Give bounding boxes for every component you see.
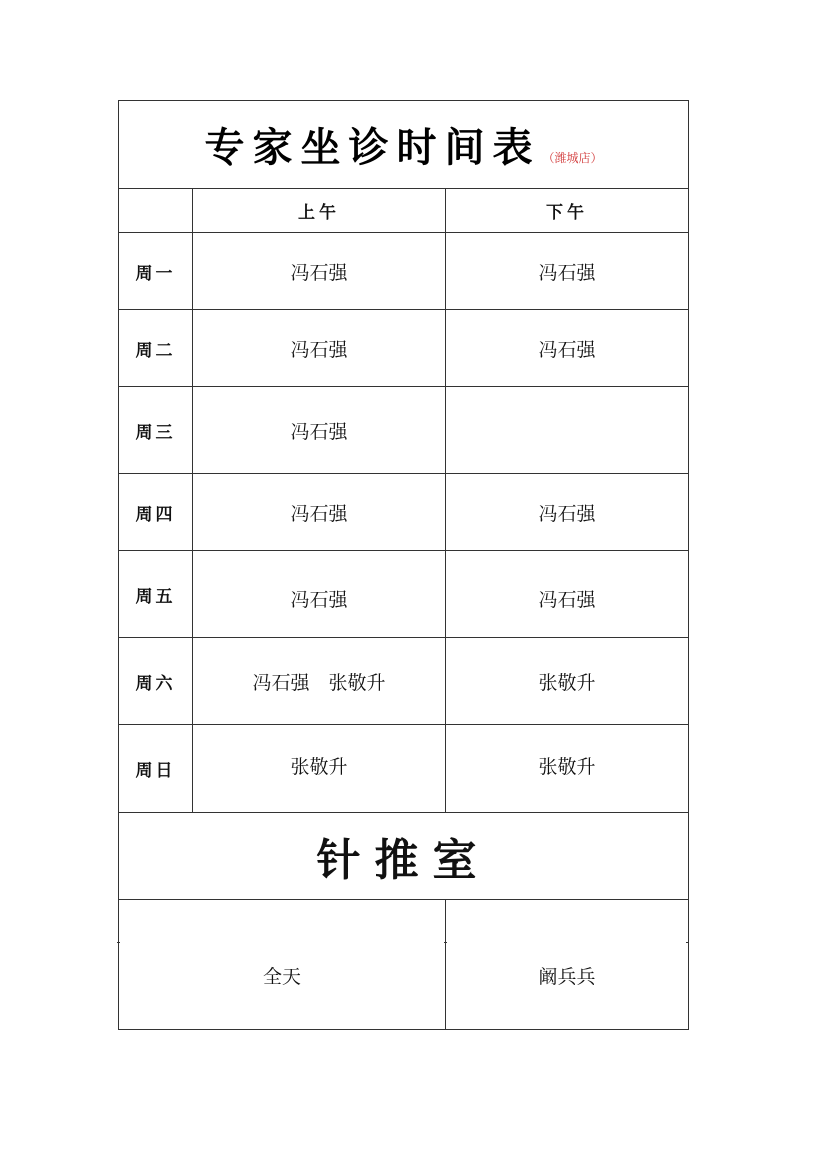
day-label: 周六 [135,673,176,694]
morning-doctor: 冯石强 [290,502,348,525]
column-header-afternoon: 下午 [546,203,588,223]
day-label: 周三 [135,422,176,443]
day-label: 周二 [135,340,176,361]
title-cell [119,101,688,188]
day-label: 周日 [135,761,176,781]
morning-doctor: 冯石强 [290,420,348,443]
store-label: （潍城店） [542,151,603,165]
morning-doctor: 冯石强 [290,261,348,284]
afternoon-doctor: 张敬升 [538,671,596,694]
afternoon-doctor: 冯石强 [538,338,596,361]
afternoon-doctor: 张敬升 [538,755,596,778]
day-label: 周四 [135,504,176,525]
afternoon-doctor: 冯石强 [538,588,596,611]
day-label: 周五 [135,586,176,607]
morning-doctor: 张敬升 [290,755,348,778]
day-label: 周一 [135,263,176,284]
morning-doctor: 冯石强 [290,338,348,361]
morning-doctor: 冯石强 张敬升 [252,671,386,694]
afternoon-doctor: 冯石强 [538,261,596,284]
morning-doctor: 冯石强 [290,588,348,611]
afternoon-doctor: 冯石强 [538,502,596,525]
page-title: 专家坐诊时间表 [204,124,541,171]
column-header-morning: 上午 [298,203,340,223]
section-doctor: 阚兵兵 [538,965,596,988]
schedule-table [118,100,689,1030]
section-schedule: 全天 [262,965,301,988]
afternoon-doctor [446,387,688,473]
section-title: 针推室 [316,835,491,886]
